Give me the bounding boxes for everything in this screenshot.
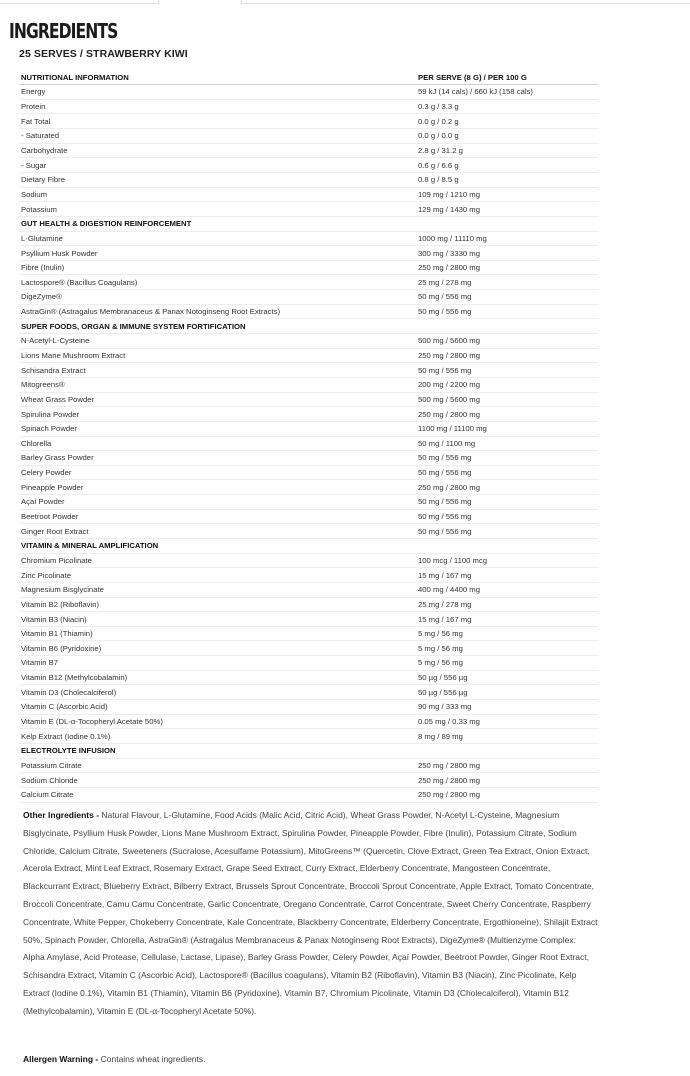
ingredient-amount: 0.05 mg / 0.33 mg: [416, 714, 598, 729]
ingredient-amount: 400 mg / 4400 mg: [416, 582, 598, 597]
ingredient-name: Barley Grass Powder: [19, 451, 416, 466]
table-row: [19, 700, 598, 715]
ingredient-name: Dietary Fibre: [19, 172, 416, 187]
ingredient-amount: 5 mg / 56 mg: [416, 656, 598, 671]
ingredient-amount: 50 mg / 556 mg: [416, 509, 598, 524]
table-row: [19, 612, 598, 627]
ingredient-name: Potassium Citrate: [19, 758, 416, 773]
section-heading: GUT HEALTH & DIGESTION REINFORCEMENT: [19, 216, 416, 231]
allergen-warning: [23, 1051, 598, 1069]
ingredient-amount: 25 mg / 278 mg: [416, 597, 598, 612]
table-row: [19, 714, 598, 729]
ingredient-name: Wheat Grass Powder: [19, 392, 416, 407]
ingredient-amount: 129 mg / 1430 mg: [416, 202, 598, 217]
ingredient-name: Schisandra Extract: [19, 363, 416, 378]
ingredient-amount: 2.8 g / 31.2 g: [416, 143, 598, 158]
ingredient-name: Vitamin B3 (Niacin): [19, 612, 416, 627]
ingredient-amount: 300 mg / 3330 mg: [416, 246, 598, 261]
ingredient-amount: 0.8 g / 8.5 g: [416, 172, 598, 187]
table-row: [19, 348, 598, 363]
ingredient-amount: 0.0 g / 0.0 g: [416, 129, 598, 144]
ingredient-amount: 5 mg / 56 mg: [416, 626, 598, 641]
product-variant-title: 25 SERVES / STRAWBERRY KIWI: [19, 48, 188, 60]
ingredient-name: Vitamin B12 (Methylcobalamin): [19, 670, 416, 685]
ingredient-amount: 50 mg / 556 mg: [416, 290, 598, 305]
ingredient-name: Protein: [19, 99, 416, 114]
ingredient-amount: 15 mg / 167 mg: [416, 612, 598, 627]
table-row: [19, 553, 598, 568]
table-section-row: [19, 743, 598, 758]
ingredient-name: Pineapple Powder: [19, 480, 416, 495]
ingredient-name: Spinach Powder: [19, 421, 416, 436]
ingredient-amount: 59 kJ (14 cals) / 660 kJ (158 cals): [416, 85, 598, 100]
table-header-value: PER SERVE (8 G) / PER 100 G: [416, 70, 598, 85]
table-header-name: NUTRITIONAL INFORMATION: [19, 70, 416, 85]
ingredient-name: Açaí Powder: [19, 495, 416, 510]
table-row: [19, 202, 598, 217]
table-row: [19, 670, 598, 685]
ingredient-amount: 250 mg / 2800 mg: [416, 480, 598, 495]
table-row: [19, 334, 598, 349]
ingredient-amount: 50 mg / 556 mg: [416, 304, 598, 319]
ingredient-name: Lactospore® (Bacillus Coagulans): [19, 275, 416, 290]
ingredient-name: Vitamin B2 (Riboflavin): [19, 597, 416, 612]
table-section-row: [19, 216, 598, 231]
ingredient-name: Vitamin B1 (Thiamin): [19, 626, 416, 641]
ingredient-name: - Sugar: [19, 158, 416, 173]
table-row: [19, 597, 598, 612]
ingredient-amount: 50 mg / 556 mg: [416, 465, 598, 480]
ingredient-amount: 250 mg / 2800 mg: [416, 348, 598, 363]
ingredient-name: Vitamin E (DL-α-Tocopheryl Acetate 50%): [19, 714, 416, 729]
ingredient-amount: 250 mg / 2800 mg: [416, 773, 598, 788]
table-row: [19, 568, 598, 583]
ingredient-amount: [416, 539, 598, 554]
table-row: [19, 787, 598, 802]
ingredient-amount: 0.0 g / 0.2 g: [416, 114, 598, 129]
table-row: [19, 436, 598, 451]
ingredient-name: Zinc Picolinate: [19, 568, 416, 583]
ingredient-amount: 50 µg / 556 µg: [416, 670, 598, 685]
table-row: [19, 231, 598, 246]
ingredient-amount: 250 mg / 2800 mg: [416, 407, 598, 422]
ingredient-amount: 15 mg / 167 mg: [416, 568, 598, 583]
ingredient-name: Kelp Extract (Iodine 0.1%): [19, 729, 416, 744]
ingredient-name: L-Glutamine: [19, 231, 416, 246]
ingredient-name: Carbohydrate: [19, 143, 416, 158]
ingredient-name: Ginger Root Extract: [19, 524, 416, 539]
table-row: [19, 685, 598, 700]
table-row: [19, 729, 598, 744]
allergen-warning-label: Allergen Warning -: [23, 1054, 101, 1064]
ingredient-name: Energy: [19, 85, 416, 100]
ingredient-amount: 250 mg / 2800 mg: [416, 758, 598, 773]
section-heading: SUPER FOODS, ORGAN & IMMUNE SYSTEM FORTIFICATION: [19, 319, 416, 334]
table-row: [19, 99, 598, 114]
table-row: [19, 172, 598, 187]
ingredient-amount: 50 mg / 1100 mg: [416, 436, 598, 451]
other-ingredients-paragraph: [23, 807, 598, 1021]
table-row: [19, 509, 598, 524]
ingredient-name: Spirulina Powder: [19, 407, 416, 422]
table-row: [19, 773, 598, 788]
table-row: [19, 480, 598, 495]
ingredient-name: Sodium Chloride: [19, 773, 416, 788]
table-row: [19, 143, 598, 158]
ingredient-name: Chromium Picolinate: [19, 553, 416, 568]
ingredient-amount: 500 mg / 5600 mg: [416, 334, 598, 349]
section-heading: VITAMIN & MINERAL AMPLIFICATION: [19, 539, 416, 554]
table-row: [19, 392, 598, 407]
ingredient-name: Fat Total: [19, 114, 416, 129]
ingredient-amount: 25 mg / 278 mg: [416, 275, 598, 290]
table-row: [19, 158, 598, 173]
table-row: [19, 407, 598, 422]
table-row: [19, 275, 598, 290]
ingredient-name: Chlorella: [19, 436, 416, 451]
table-row: [19, 129, 598, 144]
table-row: [19, 246, 598, 261]
ingredient-name: Celery Powder: [19, 465, 416, 480]
table-row: [19, 260, 598, 275]
ingredient-name: DigeZyme®: [19, 290, 416, 305]
table-row: [19, 656, 598, 671]
ingredient-name: Vitamin B7: [19, 656, 416, 671]
ingredient-name: Psyllium Husk Powder: [19, 246, 416, 261]
table-row: [19, 758, 598, 773]
table-row: [19, 641, 598, 656]
ingredient-amount: 250 mg / 2800 mg: [416, 787, 598, 802]
ingredient-amount: 0.6 g / 6.6 g: [416, 158, 598, 173]
ingredient-name: Vitamin D3 (Cholecalciferol): [19, 685, 416, 700]
table-row: [19, 304, 598, 319]
table-row: [19, 626, 598, 641]
section-heading: ELECTROLYTE INFUSION: [19, 743, 416, 758]
table-row: [19, 290, 598, 305]
ingredient-amount: 8 mg / 89 mg: [416, 729, 598, 744]
table-header-row: [19, 70, 598, 85]
tab-strip-rule: [0, 3, 690, 4]
table-row: [19, 421, 598, 436]
table-row: [19, 187, 598, 202]
other-ingredients-label: Other Ingredients -: [23, 810, 102, 820]
ingredient-name: Vitamin B6 (Pyridoxine): [19, 641, 416, 656]
ingredient-amount: 200 mg / 2200 mg: [416, 377, 598, 392]
table-row: [19, 524, 598, 539]
table-row: [19, 465, 598, 480]
ingredient-amount: 1100 mg / 11100 mg: [416, 421, 598, 436]
allergen-warning-text: Contains wheat ingredients.: [100, 1054, 206, 1064]
table-row: [19, 363, 598, 378]
ingredient-amount: 90 mg / 333 mg: [416, 700, 598, 715]
ingredient-amount: 500 mg / 5600 mg: [416, 392, 598, 407]
ingredient-amount: 1000 mg / 11110 mg: [416, 231, 598, 246]
ingredient-amount: 50 mg / 556 mg: [416, 363, 598, 378]
ingredient-name: - Saturated: [19, 129, 416, 144]
table-section-row: [19, 539, 598, 554]
ingredient-amount: 50 mg / 556 mg: [416, 451, 598, 466]
ingredient-amount: 50 mg / 556 mg: [416, 495, 598, 510]
page-title: INGREDIENTS: [9, 19, 118, 43]
other-ingredients-text: Natural Flavour, L-Glutamine, Food Acids (Malic Acid, Citric Acid), Wheat Grass Powder, N-Acetyl L-Cysteine, Magnesium Bisglycinate, Psyllium Husk Powder, Lions Mane Mushroom Extract, Spirulina Powder, Pineapple Powder, Fibre (Inulin), Potassium Citrate, Sodium Chloride, Calcium Citrate, Sweeteners (Sucralose, Acesulfame Potassium), MitoGreens™ (Quercetin, Clove Extract, Green Tea Extract, Onion Extract, Acerola Extract, Mint Leaf Extract, Rosemary Extract, Grape Seed Extract, Curry Extract, Elderberry Concentrate, Mangosteen Concentrate, Blackcurrant Extract, Blueberry Extract, Bilberry Extract, Brussels Sprout Concentrate, Broccoli Sprout Concentrate, Apple Extract, Tomato Concentrate, Broccoli Concentrate, Camu Camu Concentrate, Garlic Concentrate, Oregano Concentrate, Carrot Concentrate, Sweet Cherry Concentrate, Raspberry Concentrate, White Pepper, Chokeberry Concentrate, Kale Concentrate, Blackberry Concentrate, Elderberry Concentrate, Ergothioneine), Shilajit Extract 50%, Spinach Powder, Chlorella, AstraGin® (Astragalus Membranaceus & Panax Notoginseng Root Extracts), DigeZyme® (Multienzyme Complex: Alpha Amylase, Acid Protease, Cellulase, Lactase, Lipase), Barley Grass Powder, Celery Powder, Açaí Powder, Beetroot Powder, Ginger Root Extract, Schisandra Extract, Vitamin C (Ascorbic Acid), Lactospore® (Bacillus coagulans), Vitamin B2 (Riboflavin), Vitamin B3 (Niacin), Zinc Picolinate, Kelp Extract (Iodine 0.1%), Vitamin B1 (Thiamin), Vitamin B6 (Pyridoxine), Vitamin B7, Chromium Picolinate, Vitamin D3 (Cholecalciferol), Vitamin B12 (Methylcobalamin), Vitamin E (DL-α-Tocopheryl Acetate 50%).: [23, 810, 598, 1016]
ingredient-amount: [416, 743, 598, 758]
ingredient-name: Vitamin C (Ascorbic Acid): [19, 700, 416, 715]
table-row: [19, 85, 598, 100]
ingredient-name: Magnesium Bisglycinate: [19, 582, 416, 597]
table-section-row: [19, 319, 598, 334]
ingredient-name: Lions Mane Mushroom Extract: [19, 348, 416, 363]
ingredient-name: Sodium: [19, 187, 416, 202]
ingredient-name: Beetroot Powder: [19, 509, 416, 524]
ingredient-name: Fibre (Inulin): [19, 260, 416, 275]
ingredient-amount: 250 mg / 2800 mg: [416, 260, 598, 275]
ingredient-amount: 100 mcg / 1100 mcg: [416, 553, 598, 568]
table-row: [19, 495, 598, 510]
ingredient-amount: 5 mg / 56 mg: [416, 641, 598, 656]
table-row: [19, 582, 598, 597]
table-row: [19, 114, 598, 129]
ingredient-amount: 109 mg / 1210 mg: [416, 187, 598, 202]
ingredient-name: Potassium: [19, 202, 416, 217]
active-tab-indicator[interactable]: [158, 0, 242, 5]
table-row: [19, 377, 598, 392]
ingredient-name: Calcium Citrate: [19, 787, 416, 802]
ingredient-amount: 50 µg / 556 µg: [416, 685, 598, 700]
ingredient-name: AstraGin® (Astragalus Membranaceus & Panax Notoginseng Root Extracts): [19, 304, 416, 319]
ingredient-amount: 50 mg / 556 mg: [416, 524, 598, 539]
ingredient-amount: 0.3 g / 3.3 g: [416, 99, 598, 114]
table-row: [19, 451, 598, 466]
ingredient-amount: [416, 216, 598, 231]
ingredient-name: N-Acetyl-L-Cysteine: [19, 334, 416, 349]
nutrition-table: [19, 70, 598, 803]
nutrition-table-body: [19, 70, 598, 802]
ingredient-amount: [416, 319, 598, 334]
ingredient-name: Mitogreens®: [19, 377, 416, 392]
